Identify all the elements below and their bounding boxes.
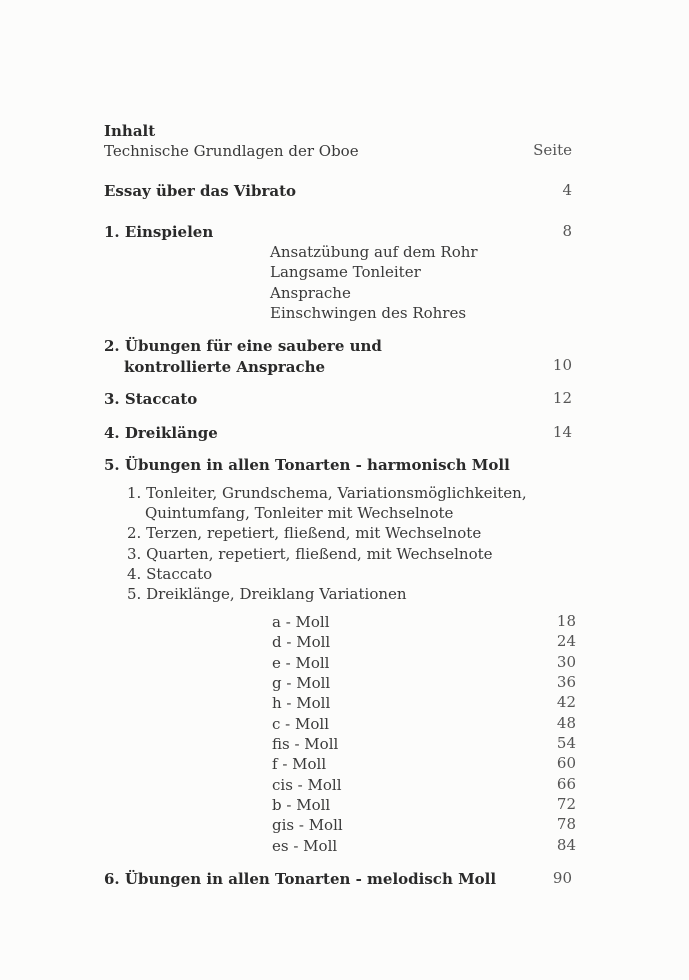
key-page: 84 xyxy=(556,836,576,854)
key-page: 54 xyxy=(556,734,576,752)
key-name: es - Moll xyxy=(272,837,338,855)
key-name: fis - Moll xyxy=(272,735,339,753)
toc-heading: Inhalt xyxy=(104,122,156,140)
section-1-item: Einschwingen des Rohres xyxy=(270,304,467,322)
key-page: 36 xyxy=(556,673,576,691)
section-1-page: 8 xyxy=(562,222,572,240)
key-page: 24 xyxy=(556,632,576,650)
key-page: 42 xyxy=(556,693,576,711)
key-name: b - Moll xyxy=(272,796,331,814)
section-5-title: 5. Übungen in allen Tonarten - harmonisch Moll xyxy=(104,456,510,474)
key-page: 66 xyxy=(556,775,576,793)
section-6-title: 6. Übungen in allen Tonarten - melodisch Moll xyxy=(104,870,497,888)
section-1-title: 1. Einspielen xyxy=(104,223,214,241)
section-5-list-item: 2. Terzen, repetiert, fließend, mit Wechselnote xyxy=(127,524,482,542)
toc-subtitle: Technische Grundlagen der Oboe xyxy=(104,142,359,160)
section-5-list-item: 5. Dreiklänge, Dreiklang Variationen xyxy=(127,585,407,603)
key-name: cis - Moll xyxy=(272,776,342,794)
seite-label: Seite xyxy=(533,141,572,159)
section-1-item: Ansatzübung auf dem Rohr xyxy=(270,243,478,261)
key-name: e - Moll xyxy=(272,654,330,672)
section-6-page: 90 xyxy=(552,869,572,887)
section-1-item: Ansprache xyxy=(270,284,351,302)
section-3-page: 12 xyxy=(552,389,572,407)
key-name: g - Moll xyxy=(272,674,331,692)
key-name: a - Moll xyxy=(272,613,330,631)
section-4-title: 4. Dreiklänge xyxy=(104,424,218,442)
key-name: h - Moll xyxy=(272,694,331,712)
section-2-page: 10 xyxy=(552,356,572,374)
section-2-title-line1: 2. Übungen für eine saubere und xyxy=(104,337,382,355)
section-2-title-line2: kontrollierte Ansprache xyxy=(124,358,326,376)
key-page: 48 xyxy=(556,714,576,732)
section-5-list-item: 1. Tonleiter, Grundschema, Variationsmöglichkeiten, xyxy=(127,484,527,502)
key-page: 30 xyxy=(556,653,576,671)
essay-page: 4 xyxy=(562,181,572,199)
section-5-list-item: Quintumfang, Tonleiter mit Wechselnote xyxy=(145,504,454,522)
key-page: 18 xyxy=(556,612,576,630)
section-5-list-item: 3. Quarten, repetiert, fließend, mit Wechselnote xyxy=(127,545,493,563)
key-page: 72 xyxy=(556,795,576,813)
key-name: c - Moll xyxy=(272,715,329,733)
key-name: d - Moll xyxy=(272,633,331,651)
key-page: 60 xyxy=(556,754,576,772)
section-4-page: 14 xyxy=(552,423,572,441)
key-name: gis - Moll xyxy=(272,816,343,834)
section-3-title: 3. Staccato xyxy=(104,390,198,408)
key-page: 78 xyxy=(556,815,576,833)
section-5-list-item: 4. Staccato xyxy=(127,565,213,583)
key-name: f - Moll xyxy=(272,755,327,773)
essay-title: Essay über das Vibrato xyxy=(104,182,297,200)
section-1-item: Langsame Tonleiter xyxy=(270,263,421,281)
